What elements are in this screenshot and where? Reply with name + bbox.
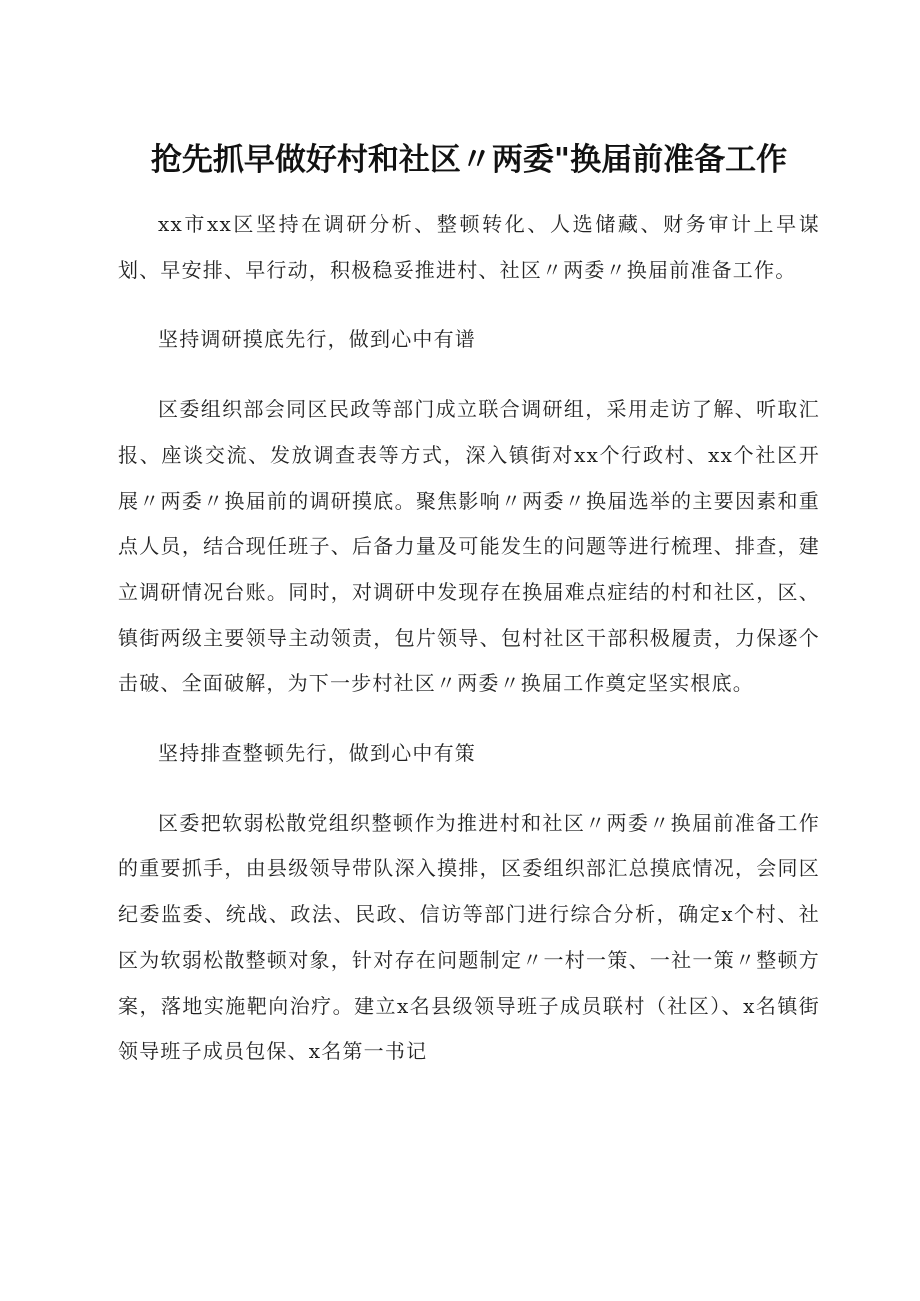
section-heading-research: 坚持调研摸底先行，做到心中有谱 <box>158 327 476 352</box>
research-paragraph: 区委组织部会同区民政等部门成立联合调研组，采用走访了解、听取汇报、座谈交流、发放调查表等方式，深入镇街对xx个行政村、xx个社区开展〃两委〃换届前的调研摸底。聚焦影响〃两委〃换届选举的主要因素和重点人员，结合现任班子、后备力量及可能发生的问题等进行梳理、排查，建立调研情况台账。同时，对调研中发现存在换届难点症结的村和社区，区、镇街两级主要领导主动领责，包片领导、包村社区干部积极履责，力保逐个击破、全面破解，为下一步村社区〃两委〃换届工作奠定坚实根底。 <box>118 397 820 696</box>
section-heading-rectification: 坚持排查整顿先行，做到心中有策 <box>158 741 476 766</box>
rectification-paragraph: 区委把软弱松散党组织整顿作为推进村和社区〃两委〃换届前准备工作的重要抓手，由县级领导带队深入摸排，区委组织部汇总摸底情况，会同区纪委监委、统战、政法、民政、信访等部门进行综合分析，确定x个村、社区为软弱松散整顿对象，针对存在问题制定〃一村一策、一社一策〃整顿方案，落地实施靶向治疗。建立x名县级领导班子成员联村（社区）、x名镇街领导班子成员包保、x名第一书记 <box>118 810 820 1064</box>
document-title: 抢先抓早做好村和社区〃两委"换届前准备工作 <box>150 142 788 178</box>
intro-paragraph: xx市xx区坚持在调研分析、整顿转化、人选储藏、财务审计上早谋划、早安排、早行动，积极稳妥推进村、社区〃两委〃换届前准备工作。 <box>118 212 820 282</box>
